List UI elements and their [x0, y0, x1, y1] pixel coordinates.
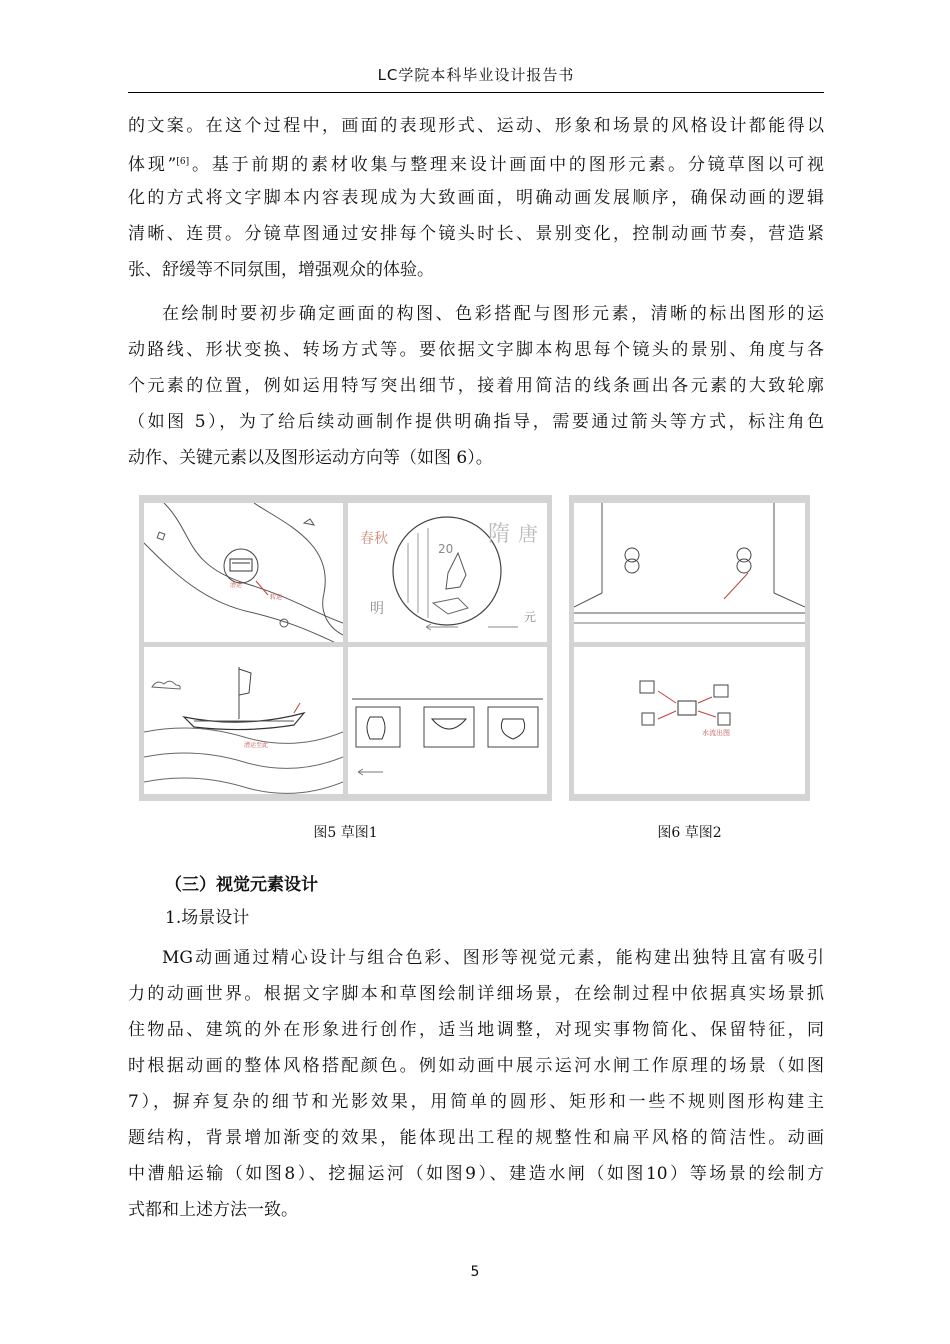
- sketch-label-spring-autumn: 春秋: [360, 531, 388, 547]
- citation-ref: [6]: [176, 157, 190, 167]
- page-header-title: LC学院本科毕业设计报告书: [377, 66, 575, 84]
- sketch-label-year: 20: [438, 542, 454, 556]
- diagram-drawing: [574, 647, 805, 794]
- sketch-label-tang: 唐: [518, 522, 538, 546]
- sketch-panel-lock: [574, 503, 805, 642]
- vessels-drawing: [348, 647, 547, 794]
- paragraph-line: 的文案。在这个过程中，画面的表现形式、运动、形象和场景的风格设计都能得以: [128, 116, 824, 136]
- paragraph-2: [128, 296, 824, 476]
- paragraph-line: 动路线、形状变换、转场方式等。要依据文字脚本构思每个镜头的景别、角度与各: [128, 340, 824, 360]
- paragraph-3: [128, 940, 824, 1228]
- sketch-panel-dynasty-circle: [348, 503, 547, 642]
- paragraph-line: 住物品、建筑的外在形象进行创作，适当地调整，对现实事物简化、保留特征，同: [128, 1020, 824, 1040]
- figure-6-sketch-2: [569, 495, 810, 801]
- paragraph-line: 力的动画世界。根据文字脚本和草图绘制详细场景，在绘制过程中依据真实场景抓: [128, 984, 824, 1004]
- page-number: 5: [470, 1264, 480, 1280]
- lock-drawing: [574, 503, 805, 642]
- sketch-panel-vessels: [348, 647, 547, 794]
- paragraph-line: 中漕船运输（如图8）、挖掘运河（如图9）、建造水闸（如图10）等场景的绘制方: [128, 1164, 824, 1184]
- sketch-label-ming: 明: [370, 601, 384, 617]
- dynasty-circle-drawing: [348, 503, 547, 642]
- figure-5-caption: 图5 草图1: [313, 825, 378, 841]
- section-heading: （三）视觉元素设计: [165, 875, 318, 895]
- paragraph-line: 7），摒弃复杂的细节和光影效果，用简单的圆形、矩形和一些不规则图形构建主: [128, 1092, 824, 1112]
- paragraph-line: 清晰、连贯。分镜草图通过安排每个镜头时长、景别变化，控制动画节奏，营造紧: [128, 224, 824, 244]
- paragraph-line: 题结构，背景增加渐变的效果，能体现出工程的规整性和扁平风格的简洁性。动画: [128, 1128, 824, 1148]
- paragraph-line: 动作、关键元素以及图形运动方向等（如图 6）。: [128, 448, 493, 468]
- subsection-heading: 1.场景设计: [165, 908, 250, 928]
- river-map-drawing: [144, 503, 343, 642]
- text-fragment: 体现”: [128, 155, 177, 175]
- paragraph-line: （如图 5），为了给后续动画制作提供明确指导，需要通过箭头等方式，标注角色: [128, 412, 824, 432]
- sketch-label-ship-note: 漕运至此: [244, 742, 269, 749]
- paragraph-line: [128, 144, 824, 180]
- sketch-panel-river-map: [144, 503, 343, 642]
- paragraph-line: 张、舒缓等不同氛围，增强观众的体验。: [128, 260, 434, 280]
- sketch-label-sui: 隋: [488, 522, 511, 547]
- sketch-label-yuan: 元: [524, 610, 537, 624]
- header-rule: [128, 92, 824, 93]
- sketch-label-note: 水流出图: [702, 729, 730, 737]
- sketch-panel-diagram: [574, 647, 805, 794]
- paragraph-line: 个元素的位置，例如运用特写突出细节，接着用简洁的线条画出各元素的大致轮廓: [128, 376, 824, 396]
- sketch-label-boat: 漕运: [230, 582, 243, 589]
- figure-5-sketch-1: [139, 495, 552, 801]
- figure-6-caption: 图6 草图2: [657, 825, 722, 841]
- sketch-label-arrow: 转运: [270, 594, 283, 601]
- paragraph-line: 化的方式将文字脚本内容表现成为大致画面，明确动画发展顺序，确保动画的逻辑: [128, 188, 824, 208]
- paragraph-line: 时根据动画的整体风格搭配颜色。例如动画中展示运河水闸工作原理的场景（如图: [128, 1056, 824, 1076]
- paragraph-line: 式都和上述方法一致。: [128, 1200, 298, 1220]
- paragraph-line: MG动画通过精心设计与组合色彩、图形等视觉元素，能构建出独特且富有吸引: [162, 948, 824, 968]
- paragraph-1: [128, 108, 824, 288]
- boat-drawing: [144, 647, 343, 794]
- sketch-panel-boat: [144, 647, 343, 794]
- paragraph-line: 在绘制时要初步确定画面的构图、色彩搭配与图形元素，清晰的标出图形的运: [162, 304, 824, 324]
- text-fragment: 。基于前期的素材收集与整理来设计画面中的图形元素。分镜草图以可视: [189, 155, 824, 175]
